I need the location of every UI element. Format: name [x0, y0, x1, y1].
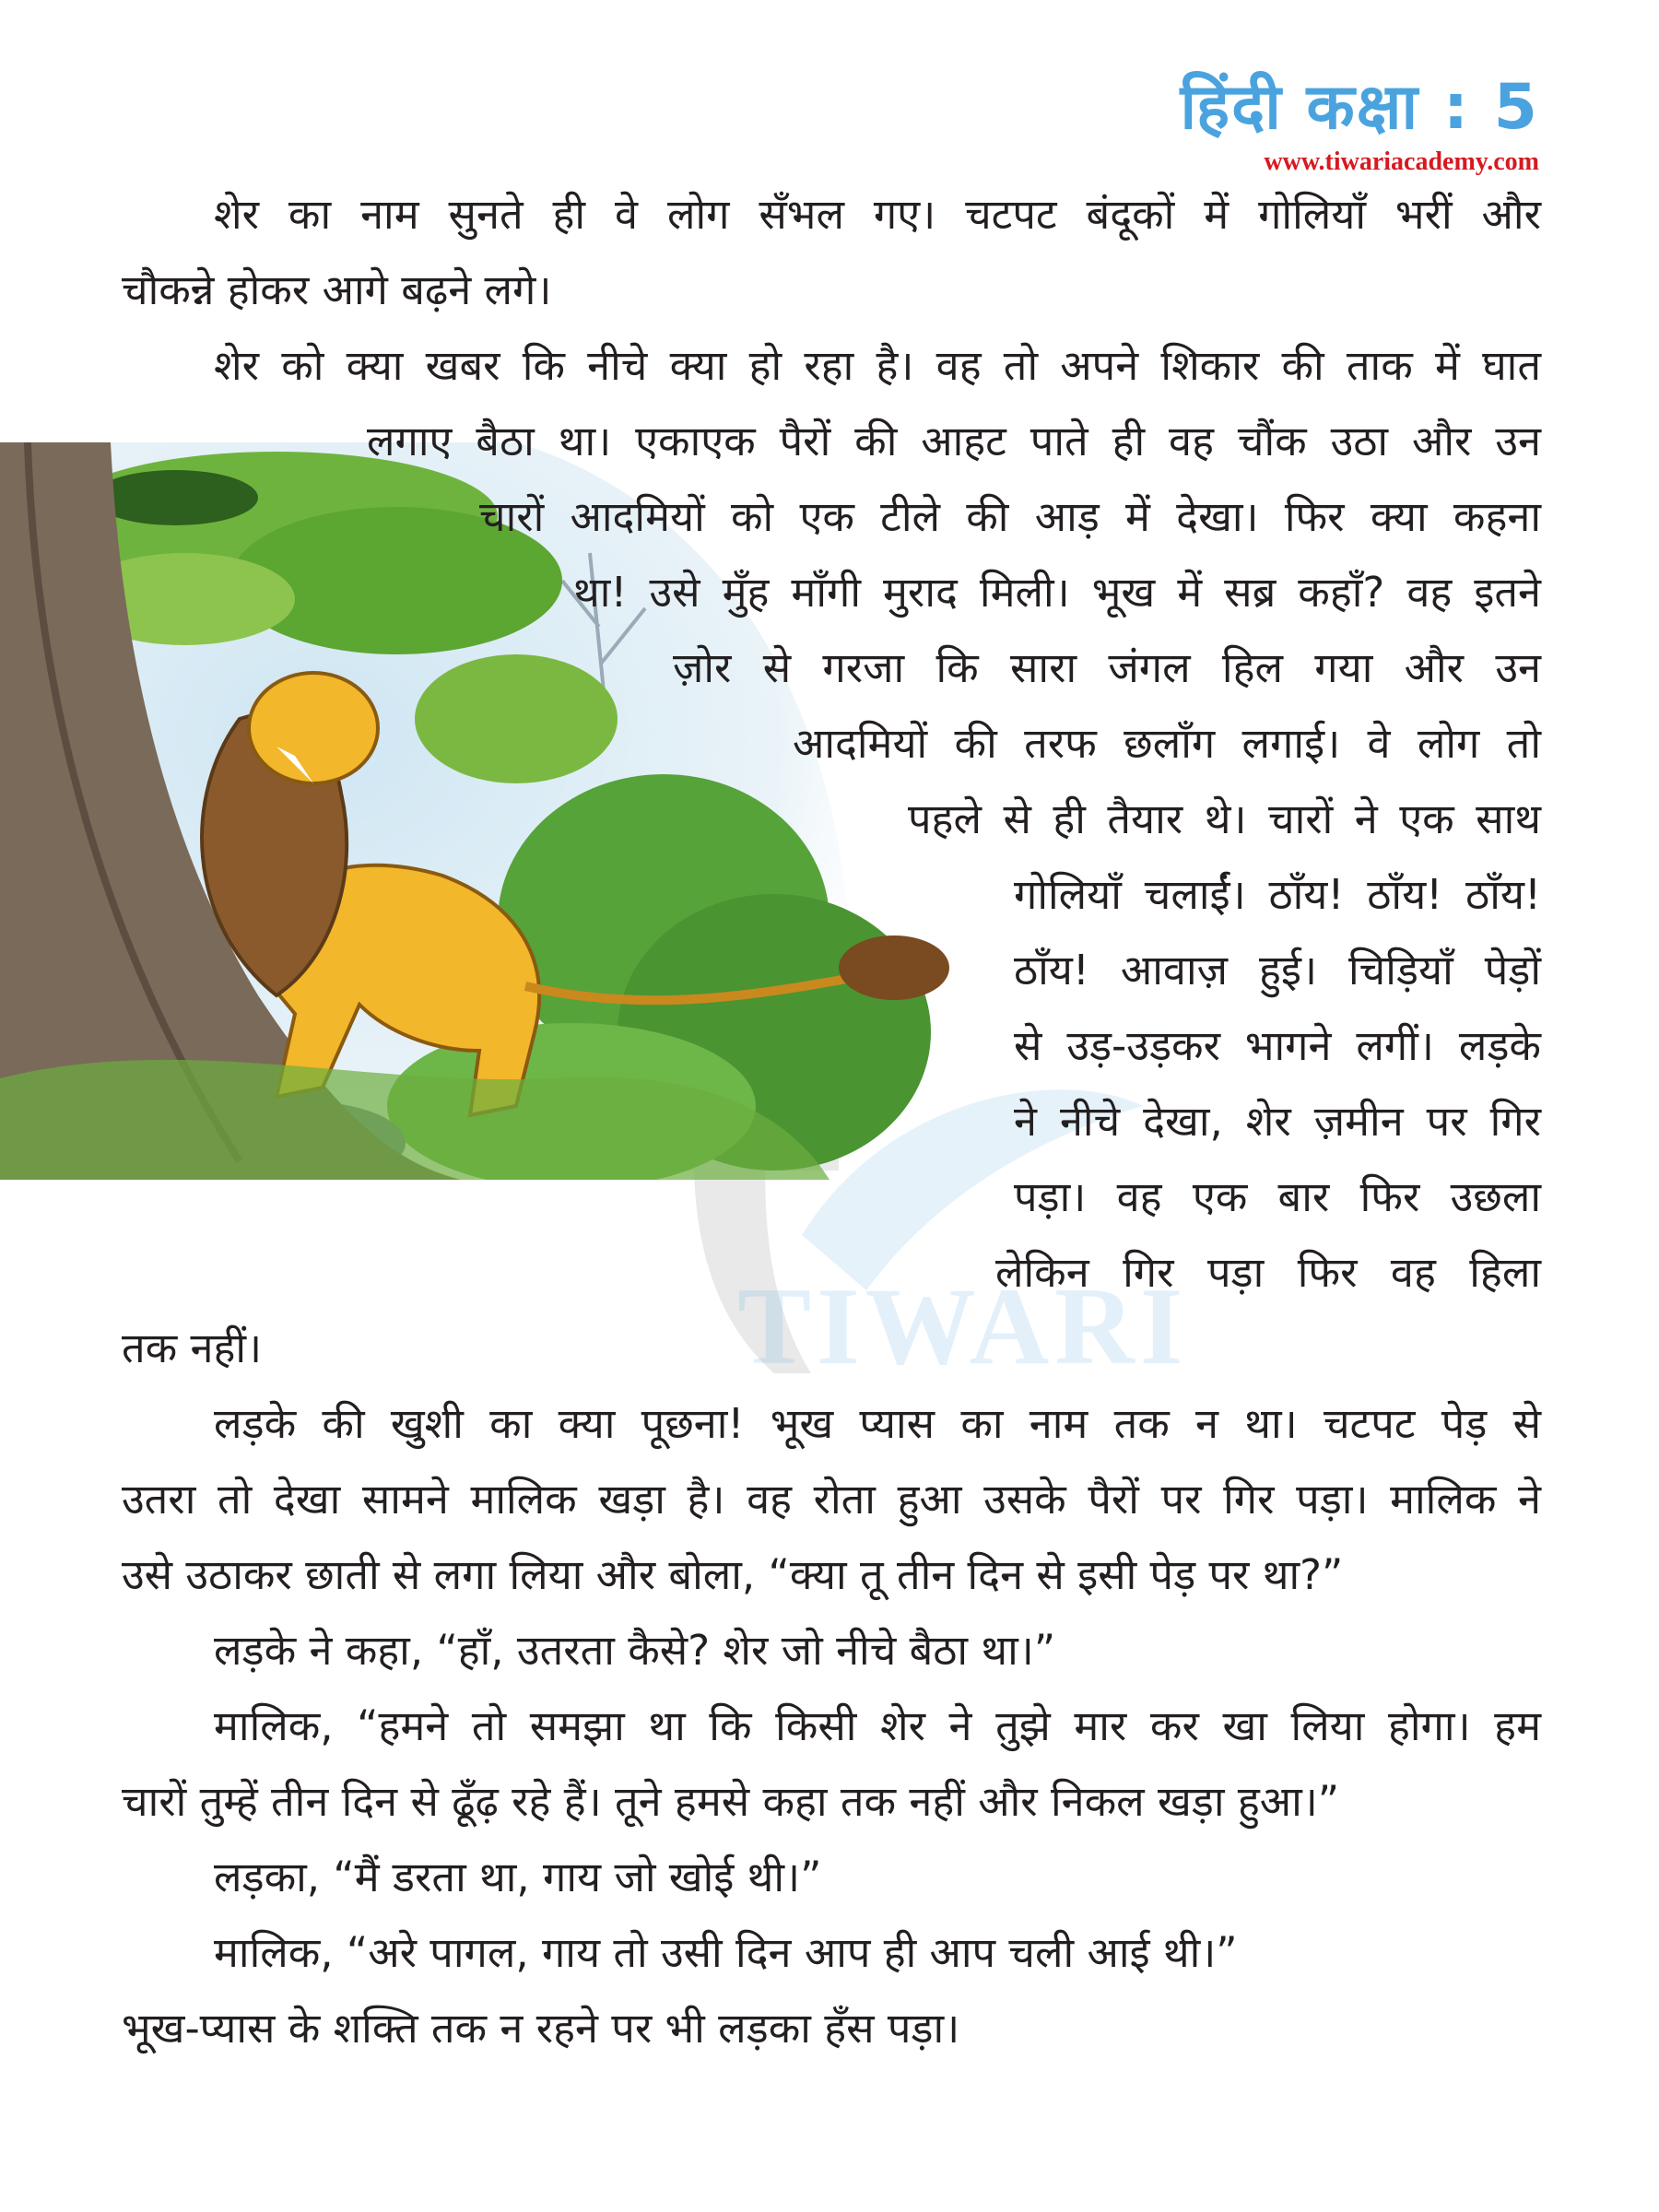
header-title: हिंदी कक्षा : 5 [1180, 71, 1539, 144]
paragraph-2-line-10: से उड़-उड़कर भागने लगीं। लड़के [1014, 1021, 1541, 1070]
paragraph-2-line-3: चारों आदमियों को एक टीले की आड़ में देखा। फिर क्या कहना [479, 492, 1541, 541]
paragraph-1-line-2: चौकन्ने होकर आगे बढ़ने लगे। [122, 265, 552, 314]
paragraph-2-line-4: था! उसे मुँह माँगी मुराद मिली। भूख में सब्र कहाँ? वह इतने [573, 568, 1541, 617]
watermark-text: TIWARI [737, 1265, 1189, 1387]
paragraph-2-line-11: ने नीचे देखा, शेर ज़मीन पर गिर [1014, 1097, 1541, 1146]
paragraph-4: लड़के ने कहा, “हाँ, उतरता कैसे? शेर जो नीचे बैठा था।” [214, 1626, 1056, 1675]
paragraph-2-line-8: गोलियाँ चलाईं। ठाँय! ठाँय! ठाँय! [1014, 870, 1541, 919]
paragraph-2-line-6: आदमियों की तरफ छलाँग लगाई। वे लोग तो [793, 719, 1541, 768]
paragraph-2-line-7: पहले से ही तैयार थे। चारों ने एक साथ [908, 794, 1541, 843]
paragraph-3-line-1: लड़के की खुशी का क्या पूछना! भूख प्यास का नाम तक न था। चटपट पेड़ से [214, 1399, 1541, 1448]
paragraph-1-line-1: शेर का नाम सुनते ही वे लोग सँभल गए। चटपट बंदूकों में गोलियाँ भरीं और [214, 190, 1541, 239]
header-url[interactable]: www.tiwariacademy.com [1264, 147, 1539, 176]
paragraph-6: लड़का, “मैं डरता था, गाय जो खोई थी।” [214, 1853, 822, 1901]
paragraph-2-line-12: पड़ा। वह एक बार फिर उछला [1014, 1172, 1541, 1221]
paragraph-2-line-13: लेकिन गिर पड़ा फिर वह हिला [995, 1248, 1541, 1297]
paragraph-2-line-14: तक नहीं। [122, 1324, 263, 1372]
paragraph-5-line-2: चारों तुम्हें तीन दिन से ढूँढ़ रहे हैं। तूने हमसे कहा तक नहीं और निकल खड़ा हुआ।” [122, 1777, 1340, 1826]
paragraph-2-line-2: लगाए बैठा था। एकाएक पैरों की आहट पाते ही वह चौंक उठा और उन [367, 417, 1541, 465]
paragraph-5-line-1: मालिक, “हमने तो समझा था कि किसी शेर ने तुझे मार कर खा लिया होगा। हम [214, 1701, 1541, 1750]
paragraph-3-line-3: उसे उठाकर छाती से लगा लिया और बोला, “क्या तू तीन दिन से इसी पेड़ पर था?” [122, 1550, 1344, 1599]
paragraph-2-line-1: शेर को क्या खबर कि नीचे क्या हो रहा है। वह तो अपने शिकार की ताक में घात [214, 341, 1541, 390]
paragraph-2-line-5: ज़ोर से गरजा कि सारा जंगल हिल गया और उन [673, 643, 1541, 692]
paragraph-2-line-9: ठाँय! आवाज़ हुई। चिड़ियाँ पेड़ों [1014, 946, 1541, 994]
paragraph-7: मालिक, “अरे पागल, गाय तो उसी दिन आप ही आप चली आई थी।” [214, 1928, 1238, 1977]
paragraph-8: भूख-प्यास के शक्ति तक न रहने पर भी लड़का हँस पड़ा। [122, 2004, 960, 2053]
paragraph-3-line-2: उतरा तो देखा सामने मालिक खड़ा है। वह रोता हुआ उसके पैरों पर गिर पड़ा। मालिक ने [122, 1475, 1541, 1524]
